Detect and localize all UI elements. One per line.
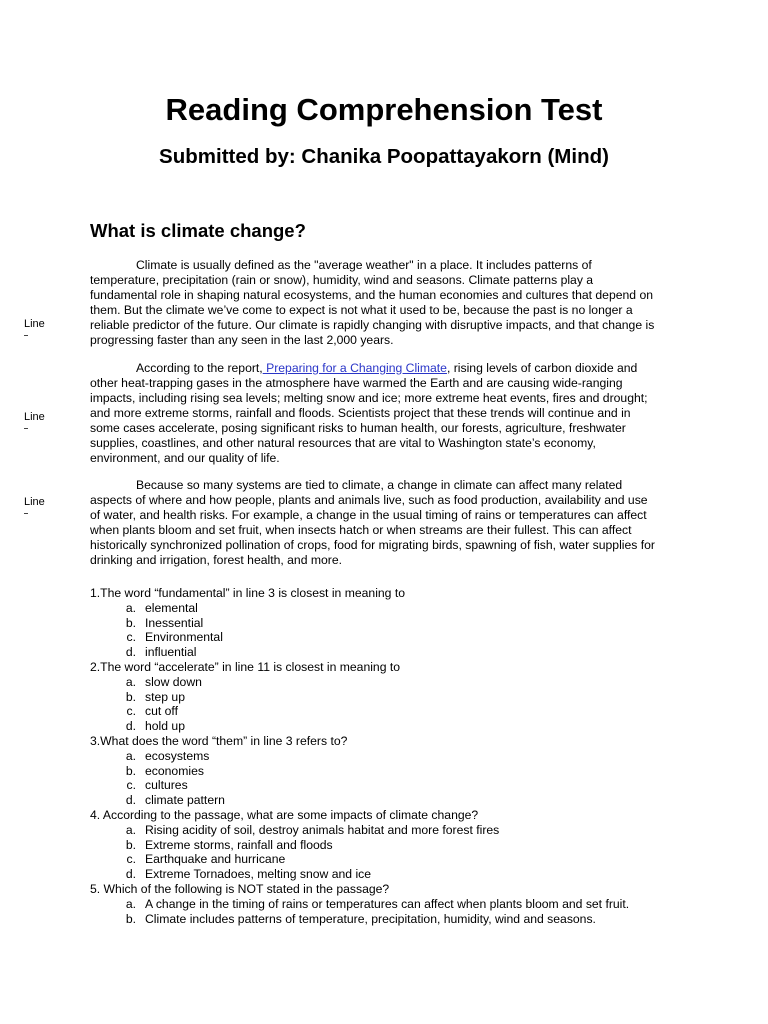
paragraph-3: [90, 478, 674, 568]
question-prompt: 1.The word “fundamental” in line 3 is closest in meaning to: [90, 586, 406, 600]
option-letter: d.: [125, 793, 136, 808]
paragraph-line: historically synchronized pollination of crops, food for migrating birds, spawning of fish, water supplies for: [90, 538, 655, 552]
option-letter: a.: [125, 674, 136, 689]
report-intro-text: According to the report,: [136, 361, 263, 375]
page-title: Reading Comprehension Test: [165, 92, 603, 127]
option-letter: c.: [126, 630, 136, 645]
paragraph-2: [90, 361, 674, 466]
option-letter: c.: [126, 778, 136, 793]
paragraph-line: when plants bloom and set fruit, when insects hatch or when streams are their fullest. This can affect: [90, 523, 632, 537]
report-intro-rest: , rising levels of carbon dioxide and: [446, 361, 638, 375]
answer-option: [90, 749, 690, 764]
question-prompt: 2.The word “accelerate” in line 11 is closest in meaning to: [90, 659, 401, 674]
answer-option: [90, 867, 690, 882]
option-letter: d.: [125, 645, 136, 660]
answer-option: [90, 675, 690, 690]
answer-option: [90, 897, 690, 912]
option-text: A change in the timing of rains or temperatures can affect when plants bloom and set fruit.: [145, 896, 630, 911]
option-letter: d.: [125, 867, 136, 882]
paragraph-1: [90, 258, 674, 348]
paragraph-line: them. But the climate we’ve come to expect is not what it used to be, because the past is no longer a: [90, 303, 633, 317]
option-text: ecosystems: [145, 748, 210, 763]
paragraph-line: supplies, coastlines, and other natural resources that are vital to Washington state’s economy,: [90, 436, 596, 450]
option-text: Climate includes patterns of temperature, precipitation, humidity, wind and seasons.: [145, 911, 596, 926]
option-letter: a.: [125, 896, 136, 911]
section-heading: What is climate change?: [90, 220, 306, 241]
paragraph-line: aspects of where and how people, plants and animals live, such as food production, availability and use: [90, 493, 648, 507]
paragraph-line: drinking and irrigation, forest health, and more.: [90, 553, 343, 567]
option-text: cut off: [145, 704, 178, 719]
option-text: slow down: [145, 674, 202, 689]
answer-option: [90, 601, 690, 616]
paragraph-line: temperature, precipitation (rain or snow), humidity, wind and seasons. Climate patterns play a: [90, 273, 594, 287]
option-letter: a.: [125, 748, 136, 763]
margin-tick: [24, 513, 28, 514]
page-subtitle: Submitted by: Chanika Poopattayakorn (Mind): [159, 145, 609, 168]
margin-line-label: Line: [24, 411, 45, 429]
answer-option: [90, 852, 690, 867]
question-prompt: 3.What does the word “them” in line 3 refers to?: [90, 733, 348, 748]
answer-option: [90, 793, 690, 808]
answer-option: [90, 823, 690, 838]
option-text: elemental: [145, 600, 198, 615]
paragraph-line: [90, 361, 674, 376]
answer-option: [90, 778, 690, 793]
margin-tick: [24, 335, 28, 336]
option-text: step up: [145, 689, 185, 704]
answer-option: [90, 838, 690, 853]
paragraph-line: impacts, including rising sea levels; melting snow and ice; more extreme heat events, fires and drought;: [90, 391, 648, 405]
answer-option: [90, 719, 690, 734]
paragraph-line: of water, and health risks. For example, a change in the usual timing of rains or temperatures can affect: [90, 508, 647, 522]
option-letter: b.: [125, 837, 136, 852]
option-letter: c.: [126, 852, 136, 867]
option-text: influential: [145, 645, 197, 660]
margin-line-label: Line: [24, 318, 45, 336]
option-letter: b.: [125, 615, 136, 630]
option-letter: d.: [125, 719, 136, 734]
question-prompt: 5. Which of the following is NOT stated in the passage?: [90, 881, 390, 896]
answer-option: [90, 616, 690, 631]
option-text: Extreme Tornadoes, melting snow and ice: [145, 867, 372, 882]
paragraph-line: reliable predictor of the future. Our climate is rapidly changing with disruptive impacts, and that change is: [90, 318, 655, 332]
option-letter: a.: [125, 600, 136, 615]
option-text: Inessential: [145, 615, 204, 630]
option-letter: b.: [125, 689, 136, 704]
option-letter: b.: [125, 911, 136, 926]
option-text: hold up: [145, 719, 185, 734]
paragraph-line: some cases accelerate, posing significant risks to human health, our forests, agriculture, freshwater: [90, 421, 626, 435]
answer-option: [90, 912, 690, 927]
option-text: Environmental: [145, 630, 223, 645]
question-prompt: 4. According to the passage, what are some impacts of climate change?: [90, 807, 479, 822]
answer-option: [90, 690, 690, 705]
paragraph-line: and more extreme storms, rainfall and floods. Scientists project that these trends will continue and in: [90, 406, 631, 420]
option-letter: a.: [125, 822, 136, 837]
answer-option: [90, 630, 690, 645]
paragraph-line: Because so many systems are tied to climate, a change in climate can affect many related: [136, 478, 623, 492]
margin-line-label: Line: [24, 496, 45, 514]
report-link[interactable]: Preparing for a Changing Climate: [262, 361, 447, 375]
option-letter: c.: [126, 704, 136, 719]
paragraph-line: other heat-trapping gases in the atmosphere have warmed the Earth and are causing wide-ranging: [90, 376, 623, 390]
option-text: cultures: [145, 778, 188, 793]
option-letter: b.: [125, 763, 136, 778]
paragraph-line: Climate is usually defined as the "average weather" in a place. It includes patterns of: [136, 258, 592, 272]
answer-option: [90, 704, 690, 719]
paragraph-line: fundamental role in shaping natural ecosystems, and the human economies and cultures that depend on: [90, 288, 654, 302]
option-text: Extreme storms, rainfall and floods: [145, 837, 333, 852]
option-text: climate pattern: [145, 793, 225, 808]
paragraph-line: progressing faster than any seen in the last 2,000 years.: [90, 333, 394, 347]
paragraph-line: environment, and our quality of life.: [90, 451, 280, 465]
answer-option: [90, 764, 690, 779]
option-text: economies: [145, 763, 204, 778]
question-list: [90, 586, 690, 926]
option-text: Rising acidity of soil, destroy animals habitat and more forest fires: [145, 822, 500, 837]
answer-option: [90, 645, 690, 660]
option-text: Earthquake and hurricane: [145, 852, 286, 867]
margin-tick: [24, 428, 28, 429]
